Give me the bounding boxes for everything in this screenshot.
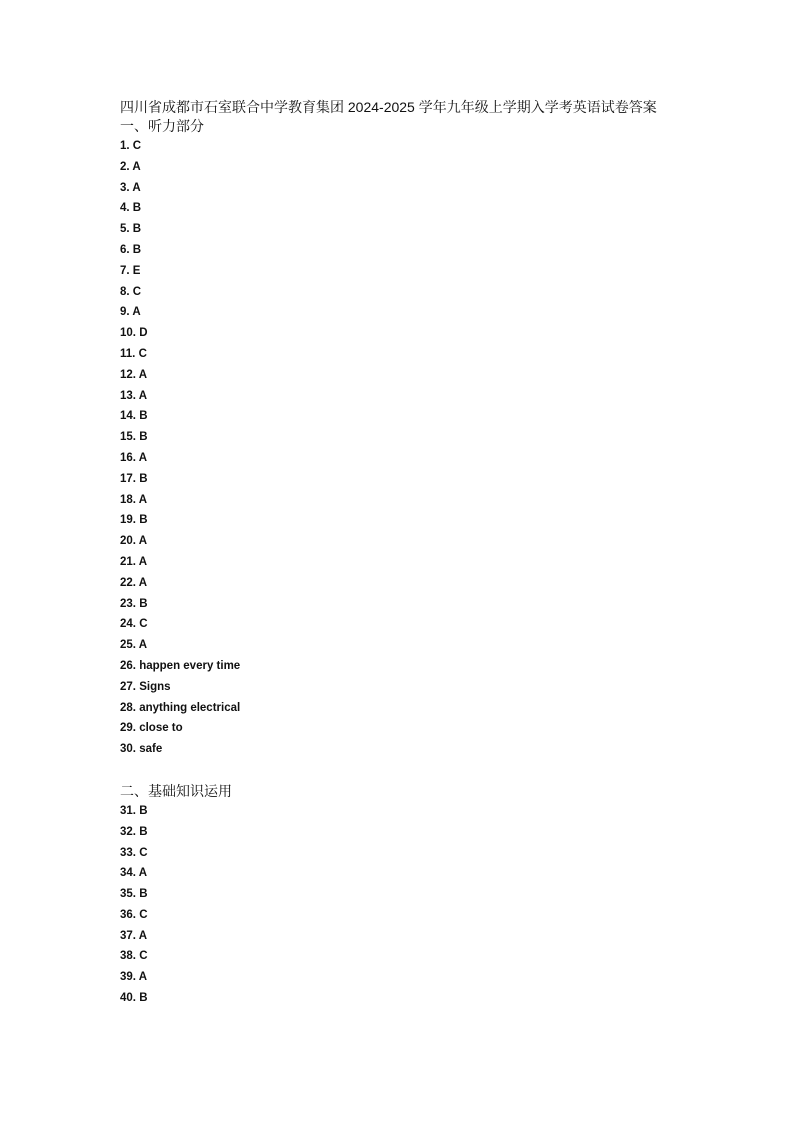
answer-sections [120, 116, 720, 1009]
question-number: 27. [120, 680, 136, 693]
answer-list [120, 801, 720, 1009]
section-spacer [120, 760, 720, 781]
answer-item [120, 427, 720, 448]
answer-text: anything electrical [139, 701, 241, 714]
answer-text: happen every time [139, 659, 241, 672]
answer-text: C [139, 846, 148, 859]
answer-section [120, 116, 720, 760]
answer-item [120, 926, 720, 947]
answer-item [120, 946, 720, 967]
answer-text: C [139, 618, 148, 631]
answer-text: B [132, 202, 142, 215]
answer-text: B [132, 243, 142, 256]
answer-section [120, 781, 720, 1009]
answer-text: B [139, 888, 148, 901]
answer-text: C [139, 950, 148, 963]
question-number: 19. [120, 514, 136, 527]
answer-item [120, 822, 720, 843]
answer-item [120, 510, 720, 531]
question-number: 6. [120, 243, 130, 256]
question-number: 28. [120, 701, 136, 714]
answer-text: C [138, 347, 147, 360]
answer-text: B [139, 597, 148, 610]
answer-item [120, 843, 720, 864]
question-number: 7. [120, 264, 130, 277]
question-number: 26. [120, 659, 136, 672]
answer-item [120, 739, 720, 760]
answer-item [120, 490, 720, 511]
answer-text: E [132, 264, 141, 277]
question-number: 20. [120, 535, 136, 548]
answer-item [120, 801, 720, 822]
question-number: 29. [120, 722, 136, 735]
answer-item [120, 594, 720, 615]
answer-item [120, 302, 720, 323]
answer-text: C [132, 140, 142, 152]
answer-text: A [138, 867, 148, 880]
answer-text: B [139, 825, 148, 838]
question-number: 33. [120, 846, 136, 859]
question-number: 5. [120, 223, 130, 236]
answer-text: B [139, 992, 148, 1005]
question-number: 36. [120, 908, 136, 921]
answer-text: A [132, 306, 141, 319]
answer-item [120, 698, 720, 719]
question-number: 4. [120, 202, 130, 215]
answer-text: A [138, 535, 148, 548]
answer-item [120, 863, 720, 884]
question-number: 17. [120, 472, 136, 485]
question-number: 25. [120, 639, 136, 652]
answer-item [120, 344, 720, 365]
answer-item [120, 136, 720, 157]
question-number: 16. [120, 451, 136, 464]
answer-list [120, 136, 720, 760]
answer-text: A [138, 493, 148, 506]
answer-item [120, 884, 720, 905]
answer-item [120, 219, 720, 240]
question-number: 13. [120, 389, 136, 402]
question-number: 30. [120, 743, 136, 756]
answer-text: A [138, 929, 148, 942]
question-number: 1. [120, 140, 130, 152]
question-number: 14. [120, 410, 136, 423]
answer-text: A [138, 389, 148, 402]
answer-item [120, 656, 720, 677]
answer-item [120, 157, 720, 178]
answer-item [120, 386, 720, 407]
answer-text: A [138, 555, 148, 568]
question-number: 40. [120, 992, 136, 1005]
answer-text: B [139, 472, 148, 485]
answer-item [120, 573, 720, 594]
answer-item [120, 552, 720, 573]
answer-text: A [138, 639, 148, 652]
answer-item [120, 448, 720, 469]
question-number: 38. [120, 950, 136, 963]
answer-item [120, 198, 720, 219]
answer-item [120, 240, 720, 261]
question-number: 9. [120, 306, 130, 319]
question-number: 24. [120, 618, 136, 631]
answer-text: B [139, 431, 148, 444]
answer-text: A [132, 181, 141, 194]
answer-item [120, 988, 720, 1009]
question-number: 35. [120, 888, 136, 901]
question-number: 12. [120, 368, 136, 381]
answer-text: B [139, 804, 148, 817]
answer-item [120, 905, 720, 926]
question-number: 21. [120, 555, 136, 568]
question-number: 22. [120, 576, 136, 589]
question-number: 31. [120, 804, 136, 817]
answer-item [120, 718, 720, 739]
answer-text: B [139, 410, 148, 423]
answer-item [120, 469, 720, 490]
question-number: 15. [120, 431, 136, 444]
answer-item [120, 531, 720, 552]
answer-text: B [139, 514, 148, 527]
answer-text: C [139, 908, 148, 921]
section-heading: 一、听力部分 [120, 118, 204, 134]
answer-item [120, 614, 720, 635]
question-number: 34. [120, 867, 136, 880]
question-number: 3. [120, 181, 130, 194]
answer-item [120, 282, 720, 303]
answer-text: safe [139, 743, 163, 756]
answer-text: D [139, 327, 148, 340]
question-number: 23. [120, 597, 136, 610]
answer-text: B [132, 223, 142, 236]
answer-item [120, 323, 720, 344]
answer-text: close to [139, 722, 183, 735]
answer-text: Signs [139, 680, 171, 693]
answer-text: A [138, 971, 148, 984]
question-number: 32. [120, 825, 136, 838]
answer-text: A [138, 451, 148, 464]
document-title: 四川省成都市石室联合中学教育集团 2024-2025 学年九年级上学期入学考英语试卷答案 [120, 99, 657, 115]
question-number: 10. [120, 327, 136, 340]
answer-text: A [138, 576, 148, 589]
answer-item [120, 967, 720, 988]
question-number: 8. [120, 285, 130, 298]
answer-text: C [132, 285, 142, 298]
answer-item [120, 365, 720, 386]
answer-text: A [138, 368, 148, 381]
question-number: 11. [120, 347, 136, 360]
answer-item [120, 406, 720, 427]
question-number: 18. [120, 493, 136, 506]
question-number: 39. [120, 971, 136, 984]
question-number: 2. [120, 160, 130, 173]
document-page [120, 99, 720, 1009]
answer-item [120, 178, 720, 199]
question-number: 37. [120, 929, 136, 942]
answer-item [120, 261, 720, 282]
answer-item [120, 677, 720, 698]
answer-text: A [132, 160, 141, 173]
answer-item [120, 635, 720, 656]
section-heading: 二、基础知识运用 [120, 782, 232, 799]
